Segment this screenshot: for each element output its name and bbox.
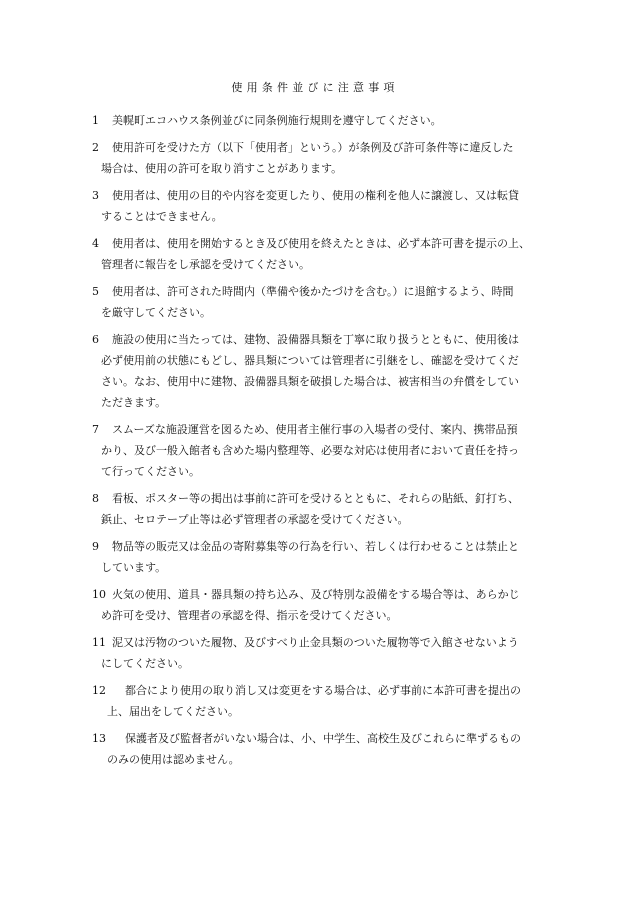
condition-text-line: 使用者は、使用を開始するとき及び使用を終えたときは、必ず本許可書を提示の上、 [112,237,530,250]
condition-item [92,419,562,482]
condition-number: 7 [92,423,99,436]
condition-number: 5 [92,285,99,298]
condition-item [92,110,562,131]
condition-text-line: め許可を受け、管理者の承認を得、指示を受けてください。 [101,609,398,622]
condition-item [92,329,562,413]
condition-text-line: 上、届出をしてください。 [107,705,239,718]
condition-item [92,137,562,179]
condition-text-line: かり、及び一般入館者も含めた場内整理等、必要な対応は使用者において責任を持っ [101,444,519,457]
condition-text-line: 看板、ポスター等の掲出は事前に許可を受けるとともに、それらの貼紙、釘打ち、 [112,492,519,505]
condition-text-line: 物品等の販売又は金品の寄附募集等の行為を行い、若しくは行わせることは禁止と [112,540,519,553]
condition-text-line: 火気の使用、道具・器具類の持ち込み、及び特別な設備をする場合等は、あらかじ [112,588,520,601]
condition-text-line: 場合は、使用の許可を取り消すことがあります。 [101,162,343,175]
condition-number: 3 [92,189,99,202]
condition-number: 2 [92,141,99,154]
condition-number: 10 [92,588,106,601]
condition-text-line: 使用者は、許可された時間内（準備や後かたづけを含む。）に退館するよう、時間 [112,285,514,298]
condition-item [92,488,562,530]
condition-number: 8 [92,492,99,505]
condition-number: 11 [92,636,106,649]
condition-text-line: 使用者は、使用の目的や内容を変更したり、使用の権利を他人に譲渡し、又は転貸 [112,189,519,202]
condition-text-line: にしてください。 [101,657,189,670]
conditions-list [92,110,562,776]
condition-text-line: 泥又は汚物のついた履物、及びすべり止金具類のついた履物等で入館させないよう [112,636,519,649]
condition-text-line: しています。 [101,561,167,574]
condition-text-line: 鋲止、セロテープ止等は必ず管理者の承認を受けてください。 [101,513,409,526]
condition-item [92,185,562,227]
condition-item [92,233,562,275]
condition-item [92,632,562,674]
document-title: 使用条件並びに注意事項 [231,81,399,94]
condition-text-line: ただきます。 [101,396,167,409]
condition-number: 12 [92,684,106,697]
condition-text-line: て行ってください。 [101,465,200,478]
condition-item [92,728,562,770]
condition-text-line: 管理者に報告をし承認を受けてください。 [101,258,310,271]
condition-number: 9 [92,540,99,553]
condition-number: 1 [92,114,99,127]
condition-item [92,680,562,722]
condition-text-line: スムーズな施設運営を図るため、使用者主催行事の入場者の受付、案内、携帯品預 [112,423,518,436]
condition-number: 13 [92,732,106,745]
condition-text-line: 美幌町エコハウス条例並びに同条例施行規則を遵守してください。 [112,114,442,127]
condition-text-line: することはできません。 [101,210,223,223]
condition-text-line: 施設の使用に当たっては、建物、設備器具類を丁寧に取り扱うとともに、使用後は [112,333,519,346]
condition-item [92,584,562,626]
condition-text-line: さい。なお、使用中に建物、設備器具類を破損した場合は、被害相当の弁償をしてい [101,375,519,388]
condition-number: 6 [92,333,99,346]
condition-text-line: 使用許可を受けた方（以下「使用者」という。）が条例及び許可条件等に違反した [112,141,514,154]
condition-text-line: 都合により使用の取り消し又は変更をする場合は、必ず事前に本許可書を提出の [125,684,521,697]
condition-text-line: 必ず使用前の状態にもどし、器具類については管理者に引継をし、確認を受けてくだ [101,354,519,367]
condition-text-line: を厳守してください。 [101,306,211,319]
condition-item [92,281,562,323]
condition-item [92,536,562,578]
condition-text-line: のみの使用は認めません。 [107,753,240,766]
condition-text-line: 保護者及び監督者がいない場合は、小、中学生、高校生及びこれらに準ずるもの [125,732,521,745]
condition-number: 4 [92,237,99,250]
